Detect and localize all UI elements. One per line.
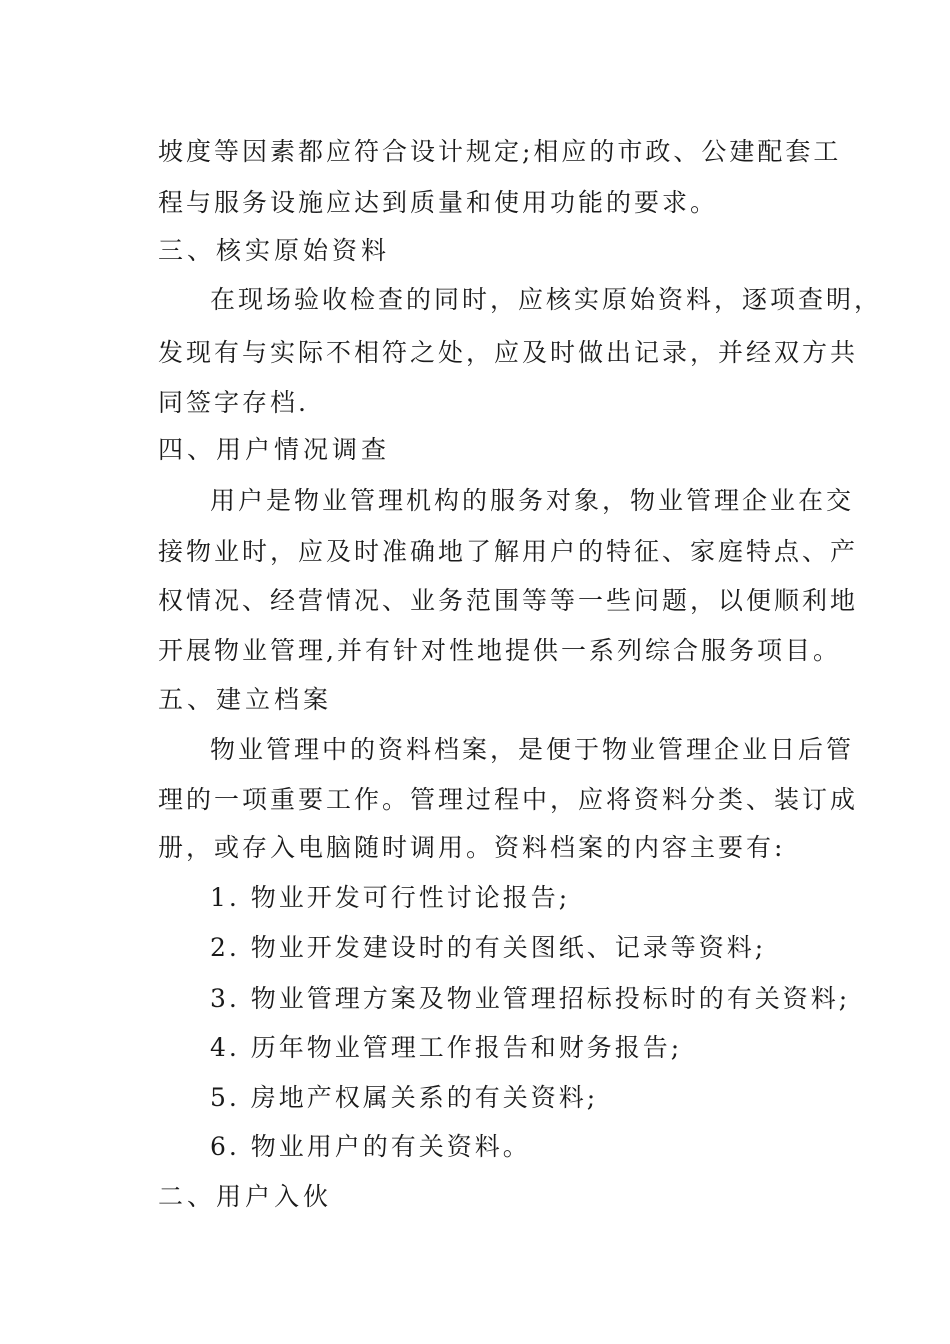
- list-item: 3. 物业管理方案及物业管理招标投标时的有关资料;: [210, 984, 851, 1013]
- list-item: 2. 物业开发建设时的有关图纸、记录等资料;: [210, 933, 767, 962]
- section-heading: 五、建立档案: [158, 685, 333, 714]
- list-item: 5. 房地产权属关系的有关资料;: [210, 1083, 599, 1112]
- section-heading: 三、核实原始资料: [158, 236, 391, 265]
- paragraph-line: 同签字存档.: [158, 388, 309, 417]
- paragraph-line: 程与服务设施应达到质量和使用功能的要求。: [158, 188, 719, 217]
- paragraph-line: 开展物业管理,并有针对性地提供一系列综合服务项目。: [158, 636, 841, 665]
- section-heading: 二、用户入伙: [158, 1182, 333, 1211]
- section-heading: 四、用户情况调查: [158, 435, 391, 464]
- list-item: 1. 物业开发可行性讨论报告;: [210, 883, 571, 912]
- paragraph-line: 权情况、经营情况、业务范围等等一些问题，以便顺利地: [158, 586, 859, 615]
- paragraph-line: 接物业时，应及时准确地了解用户的特征、家庭特点、产: [158, 537, 859, 566]
- paragraph-line: 用户是物业管理机构的服务对象，物业管理企业在交: [210, 486, 855, 515]
- paragraph-line: 理的一项重要工作。管理过程中，应将资料分类、装订成: [158, 785, 859, 814]
- list-item: 4. 历年物业管理工作报告和财务报告;: [210, 1033, 683, 1062]
- paragraph-line: 坡度等因素都应符合设计规定;相应的市政、公建配套工: [158, 137, 842, 166]
- list-item: 6. 物业用户的有关资料。: [210, 1132, 531, 1161]
- paragraph-line: 发现有与实际不相符之处，应及时做出记录，并经双方共: [158, 338, 859, 367]
- paragraph-line: 物业管理中的资料档案，是便于物业管理企业日后管: [210, 735, 855, 764]
- paragraph-line: 册，或存入电脑随时调用。资料档案的内容主要有:: [158, 833, 786, 862]
- paragraph-line: 在现场验收检查的同时，应核实原始资料，逐项查明，: [210, 285, 883, 314]
